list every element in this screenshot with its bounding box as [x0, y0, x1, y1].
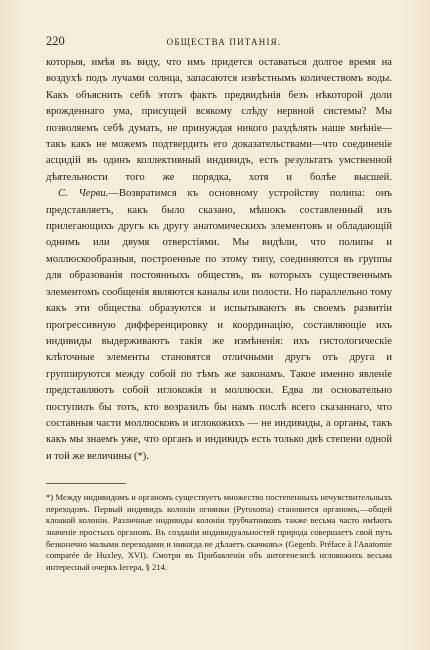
page-number: 220 — [46, 34, 65, 48]
page-header — [46, 34, 392, 49]
footnote — [46, 492, 392, 573]
footnote-divider — [46, 483, 126, 484]
running-title: ОБЩЕСТВА ПИТАНІЯ. — [166, 37, 282, 47]
paragraph-text: —Возвратимся къ основному устройству полипа: онъ представляетъ, какъ было сказано, мѣшокъ составленный изъ прилегающихъ другъ къ другу анатомическихъ элементовъ и обладающій однимъ или двумя отверстіями. Мы видѣли, что полипы и моллюскообразныя, построенные по этому типу, соединяются въ группы для образованія постоянныхъ обществъ, въ которыхъ существеннымъ элементомъ сообщенія являются каналы или полости. Но параллельно тому какъ эти общества образуются и испытываютъ въ своемъ развитіи прогрессивную дифференцировку и координацію, составляющіе ихъ индивиды выдерживаютъ такія же измѣненія: ихъ гистологическіе клѣточные элементы становятся отличными другъ отъ друга и группируются между собой по тѣмъ же законамъ. Такое именно явленіе представляютъ собой иглокожія и моллюски. Едва ли основательно поступилъ бы тотъ, кто возразилъ бы намъ послѣ всего сказаннаго, что составныя части моллюсковъ и иглокожихъ — не индивиды, а органы, такъ какъ мы знаемъ уже, что органъ и индивидъ есть только двѣ степени одной и той же величины (*). — [46, 188, 392, 462]
body-paragraph-2 — [46, 186, 392, 465]
footnote-text: *) Между индивидомъ и органомъ существуетъ множество постепенныхъ нечувствительныхъ переходовъ. Первый индивидъ колоніи огнянки (Pyrosoma) становится органомъ,—общей клоакой колоніи. Различные индивиды колоніи трубчатниковъ также весьма часто имѣютъ значеніе простыхъ органовъ. Въ созданіи индивидуальностей природа совершаетъ свой путь безконечно малыми переходами и никогда не дѣлаетъ скачковъ» (Gegenb. Préface à l'Anatomie comparée de Huxley, XVI). Смотри въ Прибавленіи объ антогенезисѣ иглокожихъ весьма интересный очеркъ Іегера, § 214. — [46, 492, 392, 572]
body-paragraph-1 — [46, 55, 392, 186]
section-lead: C. Черви. — [58, 188, 109, 200]
paragraph-text: которыя, имѣя въ виду, что имъ придется оставаться долгое время на воздухѣ подъ лучами солнца, запасаются извѣстнымъ количествомъ воды. Какъ объяснить себѣ этотъ фактъ предвидѣнія безъ нѣкоторой доли врожденнаго ума, присущей всякому слѣду нервной системы? Мы позволяемъ себѣ думать, не принуждая никого раздѣлять наше мнѣніе—такъ какъ не можемъ подтвердить его доказательствами—что соединеніе асцидій въ одинъ коллективный индивидъ, есть результатъ умственной дѣятельности того же порядка, хотя и болѣе высшей. — [46, 57, 392, 183]
